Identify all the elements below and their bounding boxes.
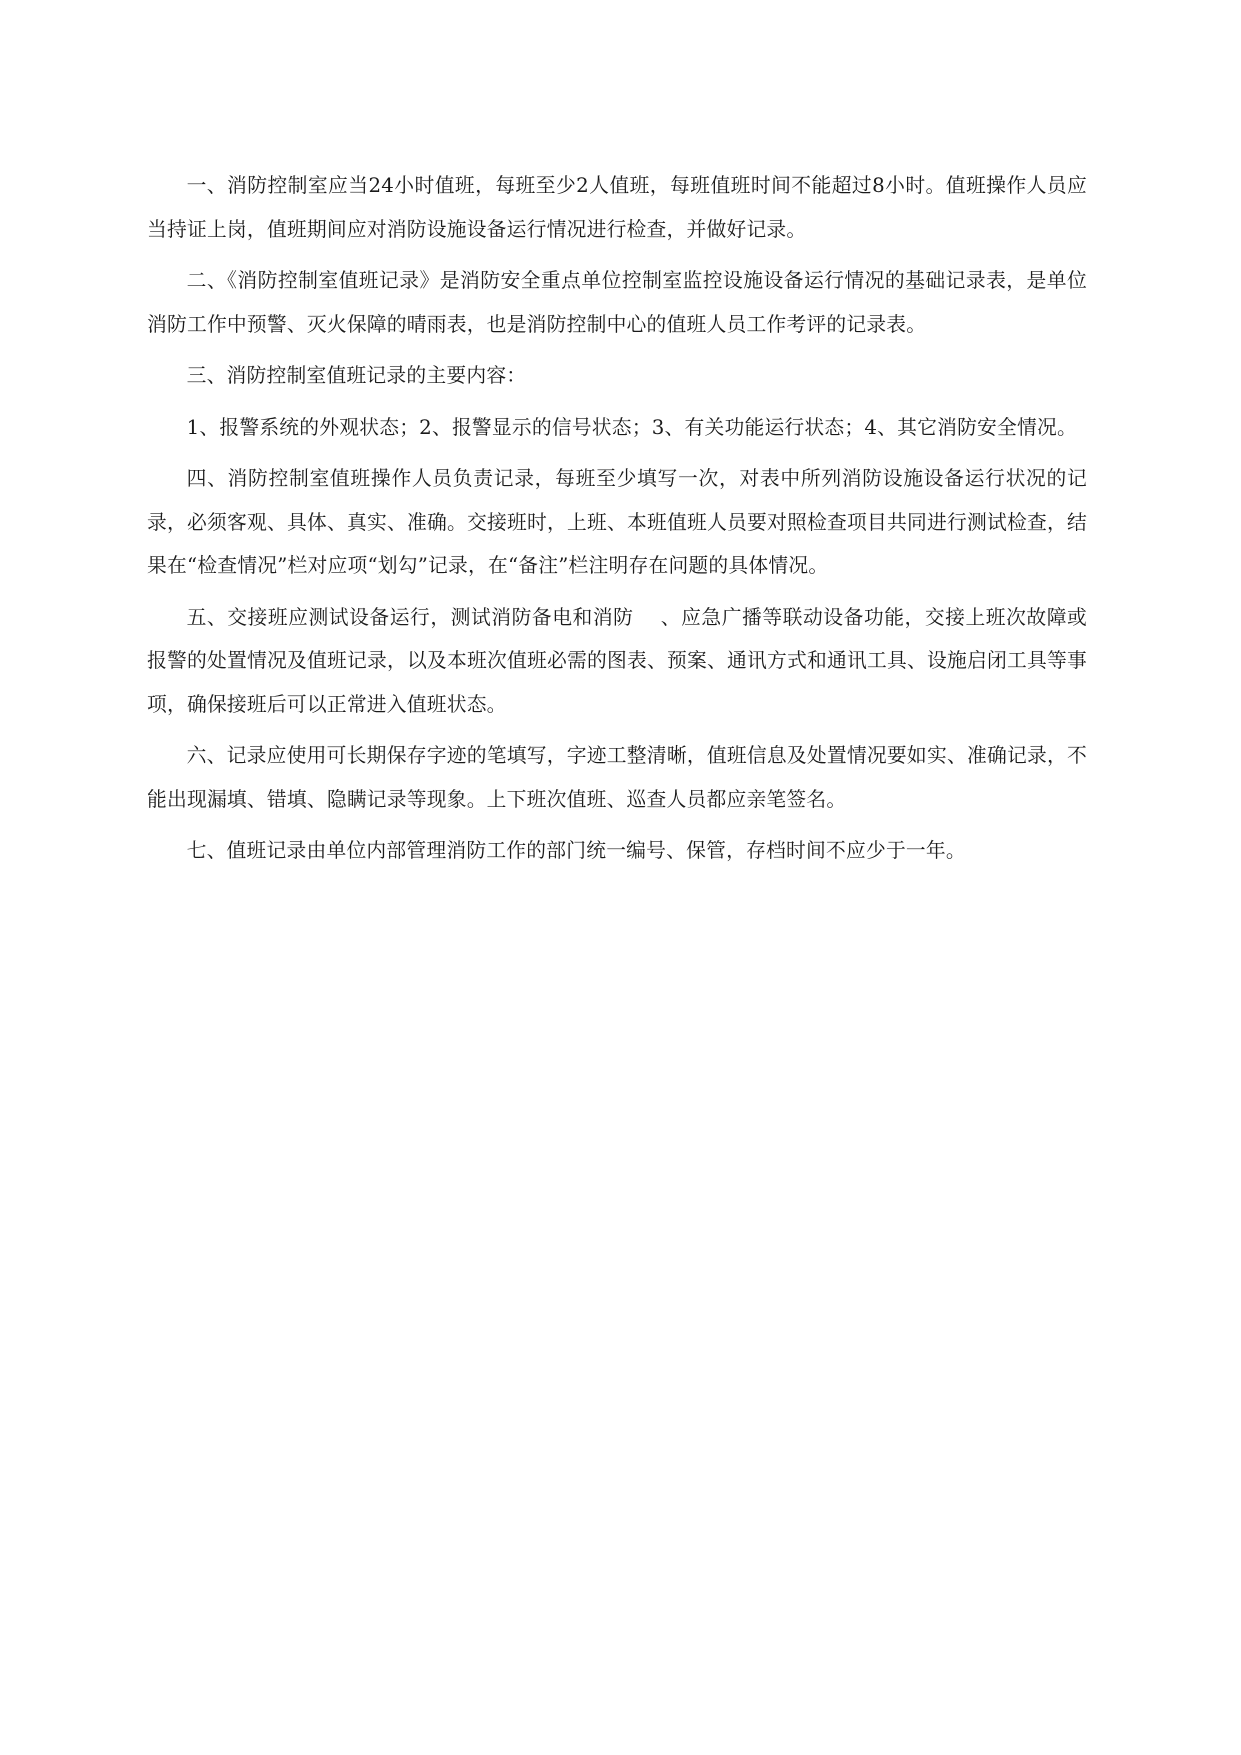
paragraph-5: 四、消防控制室值班操作人员负责记录，每班至少填写一次，对表中所列消防设施设备运行状况的记录，必须客观、具体、真实、准确。交接班时，上班、本班值班人员要对照检查项目共同进行测试检查，结果在“检查情况”栏对应项“划勾”记录，在“备注”栏注明存在问题的具体情况。 bbox=[147, 467, 1087, 577]
paragraph-7: 六、记录应使用可长期保存字迹的笔填写，字迹工整清晰，值班信息及处置情况要如实、准确记录，不能出现漏填、错填、隐瞒记录等现象。上下班次值班、巡查人员都应亲笔签名。 bbox=[147, 744, 1087, 811]
paragraph-4: 1、报警系统的外观状态；2、报警显示的信号状态；3、有关功能运行状态；4、其它消防安全情况。 bbox=[186, 415, 1077, 439]
paragraph-6: 五、交接班应测试设备运行，测试消防备电和消防 、应急广播等联动设备功能，交接上班次故障或报警的处置情况及值班记录，以及本班次值班必需的图表、预案、通讯方式和通讯工具、设施启闭工具等事项，确保接班后可以正常进入值班状态。 bbox=[147, 605, 1087, 716]
paragraph-8: 七、值班记录由单位内部管理消防工作的部门统一编号、保管，存档时间不应少于一年。 bbox=[186, 839, 966, 862]
paragraph-2: 二、《消防控制室值班记录》是消防安全重点单位控制室监控设施设备运行情况的基础记录表，是单位消防工作中预警、灭火保障的晴雨表，也是消防控制中心的值班人员工作考评的记录表。 bbox=[147, 269, 1087, 336]
paragraph-1: 一、消防控制室应当24小时值班，每班至少2人值班，每班值班时间不能超过8小时。值班操作人员应当持证上岗，值班期间应对消防设施设备运行情况进行检查，并做好记录。 bbox=[147, 174, 1087, 241]
paragraph-3: 三、消防控制室值班记录的主要内容： bbox=[186, 364, 527, 387]
document-body bbox=[147, 164, 1087, 881]
